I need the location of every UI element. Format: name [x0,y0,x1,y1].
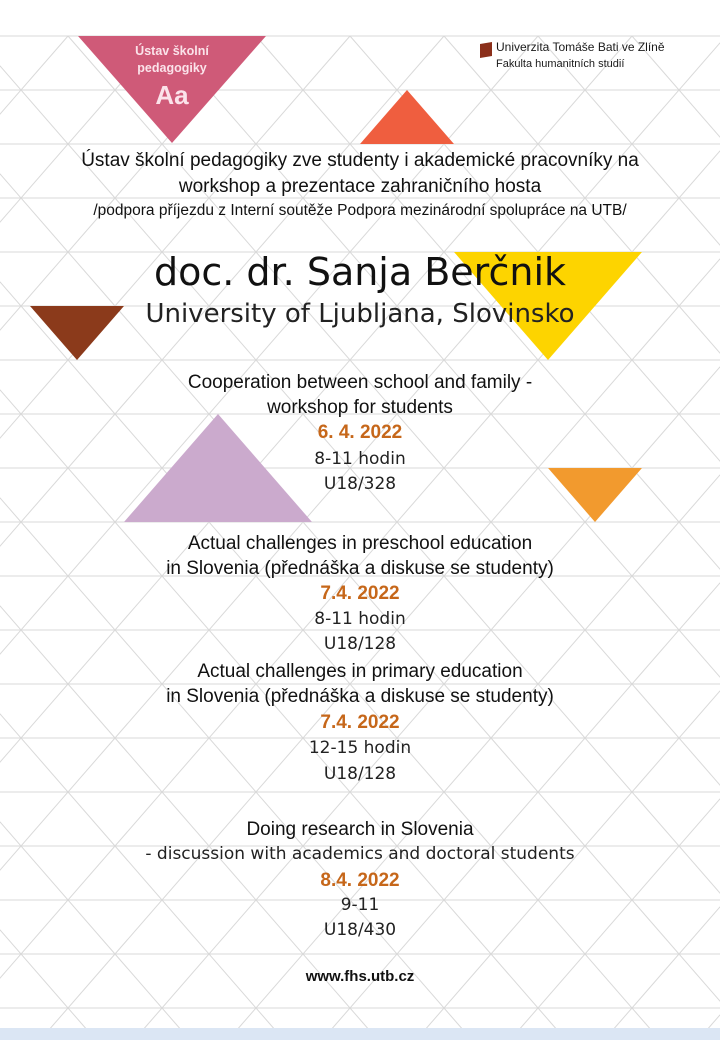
event-4-room: U18/430 [323,920,397,940]
faculty-name: Fakulta humanitních studií [496,58,625,70]
event-3-time: 12-15 hodin [308,738,412,758]
guest-name: doc. dr. Sanja Berčnik [153,250,567,294]
event-1-title-line-1: Cooperation between school and family - [187,372,533,393]
event-2-title-line-1: Actual challenges in preschool education [187,533,533,554]
orange-red-triangle [360,90,454,144]
event-4-title-line-2: - discussion with academics and doctoral students [145,844,575,864]
event-2-room: U18/128 [323,634,397,654]
event-3-title-line-2: in Slovenia (přednáška a diskuse se studenty) [166,686,554,707]
intro-line-2: workshop a prezentace zahraničního hosta [178,176,542,197]
event-3-title-line-1: Actual challenges in primary education [197,661,523,682]
event-2-title-line-2: in Slovenia (přednáška a diskuse se studenty) [166,558,554,579]
event-2-date: 7.4. 2022 [320,583,400,604]
event-1-title-line-2: workshop for students [267,397,453,418]
university-name: Univerzita Tomáše Bati ve Zlíně [496,40,665,54]
guest-affiliation: University of Ljubljana, Slovinsko [145,299,575,329]
intro-line-3: /podpora příjezdu z Interní soutěže Podpora mezinárodní spolupráce na UTB/ [93,202,627,219]
intro-line-1: Ústav školní pedagogiky zve studenty i akademické pracovníky na [81,150,639,171]
event-1-room: U18/328 [323,474,397,494]
event-4-date: 8.4. 2022 [320,870,400,891]
event-1-time: 8-11 hodin [314,449,406,469]
event-3-room: U18/128 [323,764,397,784]
website-link[interactable]: www.fhs.utb.cz [305,968,415,985]
bottom-bar [0,1028,720,1040]
event-4-title-line-1: Doing research in Slovenia [246,819,474,840]
event-3-date: 7.4. 2022 [320,712,400,733]
badge-line-1: Ústav školní [135,44,209,58]
event-4-time: 9-11 [340,895,380,915]
badge-line-2: pedagogiky [137,61,207,75]
event-2-time: 8-11 hodin [314,609,406,629]
event-1-date: 6. 4. 2022 [317,422,403,443]
utb-logo-icon [480,42,492,58]
badge-mark: Aa [155,80,189,110]
